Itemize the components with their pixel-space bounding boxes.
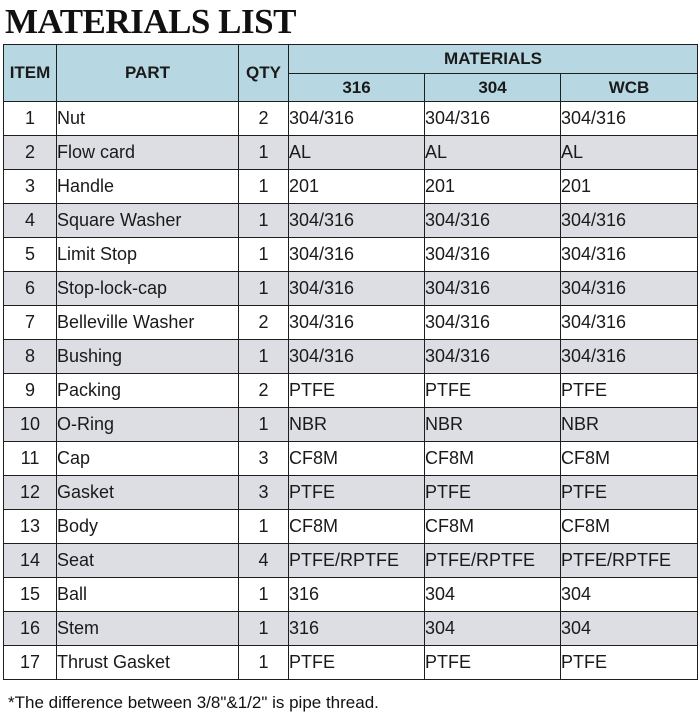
material-304-cell: 304/316 [425,340,561,374]
item-cell: 14 [4,544,57,578]
material-304-cell: 304/316 [425,306,561,340]
table-row [4,408,698,442]
material-316-cell: PTFE [289,646,425,680]
material-316-cell: CF8M [289,510,425,544]
table-row [4,340,698,374]
part-cell: Stem [57,612,239,646]
material-316-cell: PTFE [289,374,425,408]
table-row [4,238,698,272]
material-316-cell: PTFE/RPTFE [289,544,425,578]
materials-table [3,44,698,680]
page-title: MATERIALS LIST [5,2,296,41]
material-304-cell: PTFE [425,374,561,408]
item-cell: 12 [4,476,57,510]
item-cell: 11 [4,442,57,476]
material-wcb-cell: 304 [561,612,698,646]
qty-cell: 1 [239,408,289,442]
qty-cell: 2 [239,102,289,136]
item-cell: 5 [4,238,57,272]
material-wcb-cell: AL [561,136,698,170]
header-material-wcb: WCB [561,74,698,102]
material-316-cell: AL [289,136,425,170]
item-cell: 10 [4,408,57,442]
material-wcb-cell: 304/316 [561,238,698,272]
table-row [4,442,698,476]
table-row [4,578,698,612]
material-316-cell: 304/316 [289,238,425,272]
qty-cell: 1 [239,340,289,374]
part-cell: Body [57,510,239,544]
material-316-cell: 304/316 [289,204,425,238]
material-316-cell: 304/316 [289,306,425,340]
material-316-cell: 304/316 [289,272,425,306]
material-wcb-cell: PTFE [561,646,698,680]
material-wcb-cell: PTFE [561,374,698,408]
table-row [4,476,698,510]
part-cell: Handle [57,170,239,204]
material-316-cell: 304/316 [289,102,425,136]
material-304-cell: 304/316 [425,204,561,238]
qty-cell: 1 [239,578,289,612]
part-cell: Seat [57,544,239,578]
table-row [4,170,698,204]
part-cell: Thrust Gasket [57,646,239,680]
table-body [4,102,698,680]
header-item: ITEM [4,45,57,102]
part-cell: Belleville Washer [57,306,239,340]
material-wcb-cell: CF8M [561,510,698,544]
item-cell: 16 [4,612,57,646]
qty-cell: 3 [239,476,289,510]
material-304-cell: PTFE [425,646,561,680]
item-cell: 8 [4,340,57,374]
table-row [4,544,698,578]
material-316-cell: 304/316 [289,340,425,374]
item-cell: 7 [4,306,57,340]
qty-cell: 1 [239,272,289,306]
header-materials: MATERIALS [289,45,698,74]
part-cell: Flow card [57,136,239,170]
part-cell: Packing [57,374,239,408]
material-wcb-cell: 304/316 [561,102,698,136]
item-cell: 9 [4,374,57,408]
part-cell: Square Washer [57,204,239,238]
item-cell: 13 [4,510,57,544]
material-wcb-cell: 304/316 [561,306,698,340]
qty-cell: 1 [239,612,289,646]
qty-cell: 1 [239,136,289,170]
table-row [4,204,698,238]
qty-cell: 4 [239,544,289,578]
part-cell: Limit Stop [57,238,239,272]
table-row [4,510,698,544]
part-cell: Ball [57,578,239,612]
material-wcb-cell: 304/316 [561,204,698,238]
material-316-cell: 316 [289,612,425,646]
item-cell: 3 [4,170,57,204]
item-cell: 15 [4,578,57,612]
material-wcb-cell: CF8M [561,442,698,476]
item-cell: 17 [4,646,57,680]
part-cell: Gasket [57,476,239,510]
header-part: PART [57,45,239,102]
material-316-cell: 201 [289,170,425,204]
part-cell: Stop-lock-cap [57,272,239,306]
material-304-cell: NBR [425,408,561,442]
material-wcb-cell: 304 [561,578,698,612]
qty-cell: 1 [239,510,289,544]
header-qty: QTY [239,45,289,102]
table-row [4,136,698,170]
part-cell: O-Ring [57,408,239,442]
material-304-cell: 304/316 [425,272,561,306]
part-cell: Nut [57,102,239,136]
qty-cell: 1 [239,646,289,680]
material-304-cell: 304 [425,578,561,612]
qty-cell: 3 [239,442,289,476]
table-row [4,646,698,680]
item-cell: 2 [4,136,57,170]
table-row [4,102,698,136]
footnote: *The difference between 3/8"&1/2" is pipe thread. [8,693,379,712]
material-304-cell: AL [425,136,561,170]
material-304-cell: 304/316 [425,102,561,136]
table-row [4,306,698,340]
header-material-304: 304 [425,74,561,102]
qty-cell: 1 [239,204,289,238]
table-row [4,272,698,306]
material-wcb-cell: PTFE/RPTFE [561,544,698,578]
material-wcb-cell: 304/316 [561,340,698,374]
material-wcb-cell: 201 [561,170,698,204]
material-304-cell: 304/316 [425,238,561,272]
item-cell: 6 [4,272,57,306]
material-316-cell: PTFE [289,476,425,510]
material-316-cell: CF8M [289,442,425,476]
material-304-cell: CF8M [425,442,561,476]
item-cell: 4 [4,204,57,238]
material-wcb-cell: PTFE [561,476,698,510]
part-cell: Cap [57,442,239,476]
part-cell: Bushing [57,340,239,374]
qty-cell: 2 [239,374,289,408]
material-wcb-cell: 304/316 [561,272,698,306]
material-304-cell: PTFE/RPTFE [425,544,561,578]
material-316-cell: NBR [289,408,425,442]
qty-cell: 2 [239,306,289,340]
qty-cell: 1 [239,170,289,204]
table-row [4,612,698,646]
header-material-316: 316 [289,74,425,102]
material-wcb-cell: NBR [561,408,698,442]
table-row [4,374,698,408]
item-cell: 1 [4,102,57,136]
material-304-cell: PTFE [425,476,561,510]
material-304-cell: CF8M [425,510,561,544]
material-304-cell: 304 [425,612,561,646]
material-316-cell: 316 [289,578,425,612]
qty-cell: 1 [239,238,289,272]
material-304-cell: 201 [425,170,561,204]
